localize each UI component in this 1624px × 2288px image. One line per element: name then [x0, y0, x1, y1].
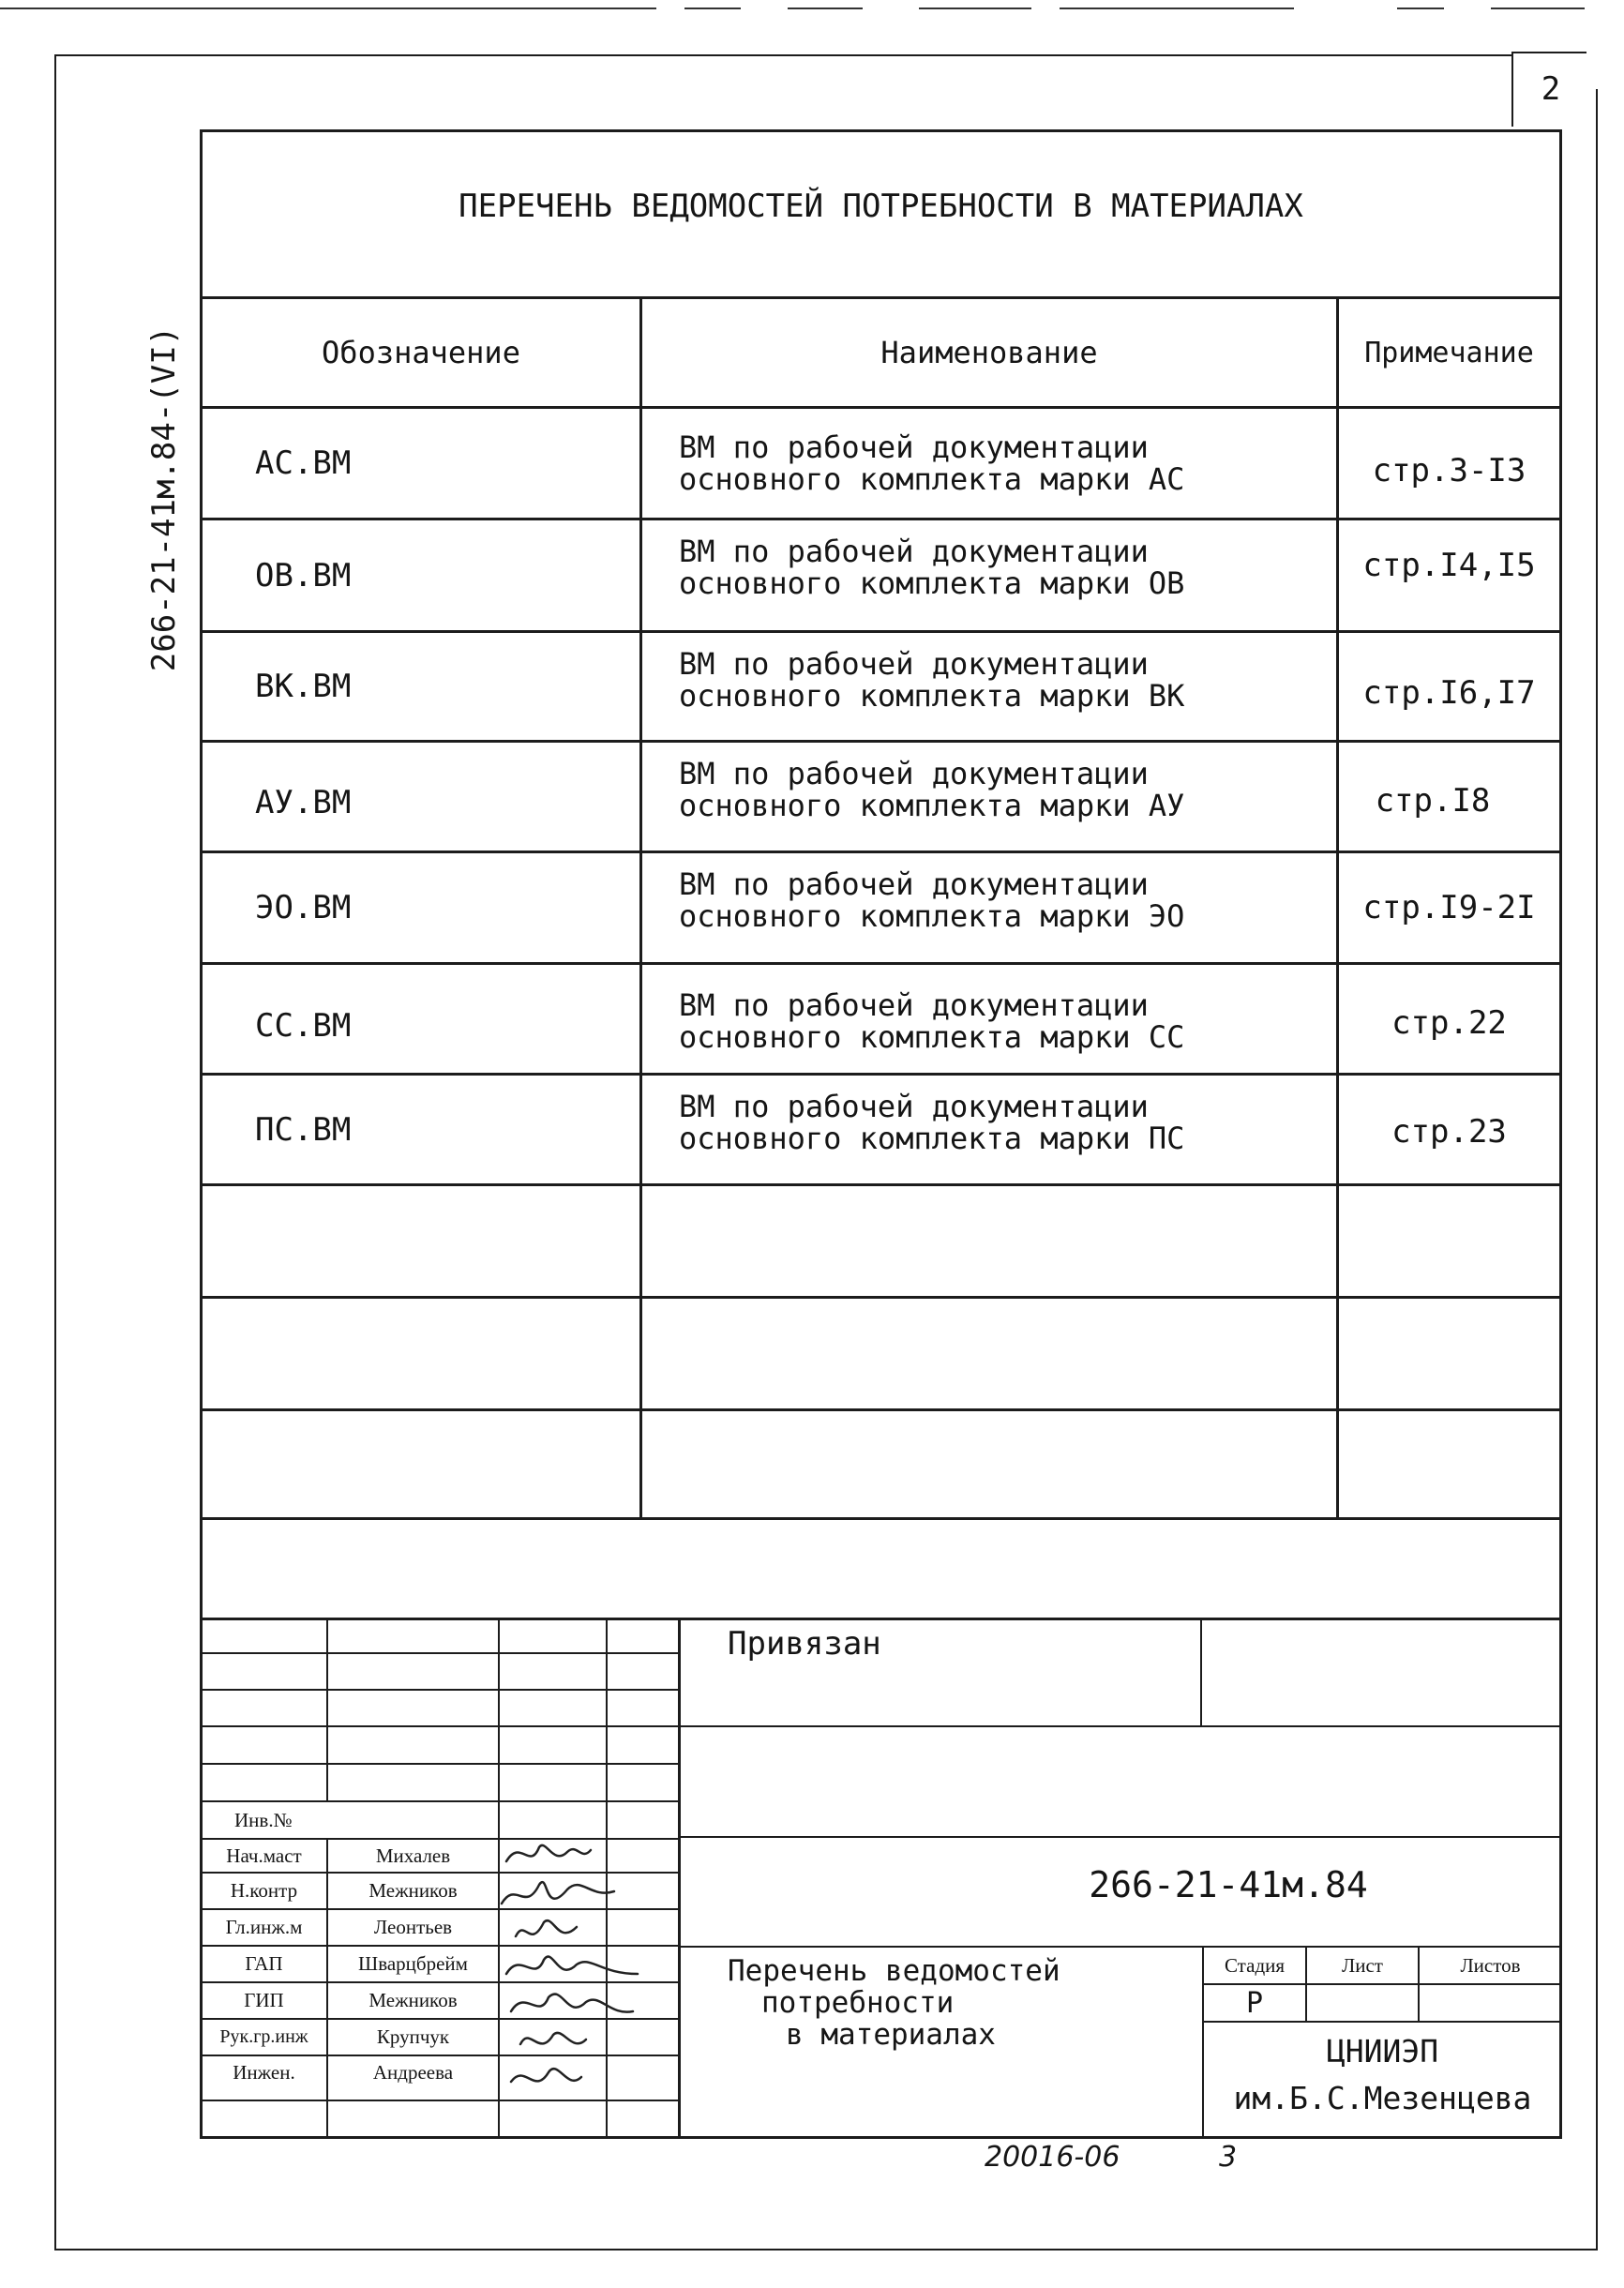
privyazan-label: Привязан [728, 1625, 881, 1663]
name-line: основного комплекта марки СС [679, 1019, 1185, 1055]
sheets-label: Листов [1460, 1953, 1521, 1977]
title-line: в материалах [786, 2018, 996, 2052]
table-row-note: стр.I4,I5 [1362, 547, 1536, 584]
name-line: ВМ по рабочей документации [679, 866, 1149, 902]
table-row-name [679, 1076, 1335, 1169]
person-name: Межников [368, 1879, 458, 1902]
table-row-name [679, 743, 1335, 836]
name-line: ВМ по рабочей документации [679, 1089, 1149, 1124]
inventory-label: Инв.№ [234, 1808, 293, 1831]
name-line: основного комплекта марки АС [679, 461, 1185, 497]
table-row-code: АС.ВМ [255, 444, 352, 482]
role-label: ГАП [245, 1952, 283, 1975]
header-designation: Обозначение [322, 335, 520, 370]
order-number: 20016-06 [985, 2140, 1120, 2174]
organization-name: ЦНИИЭП [1326, 2032, 1439, 2070]
table-row-note: стр.I8 [1375, 782, 1491, 820]
table-row-name [679, 965, 1335, 1077]
person-name: Михалев [375, 1844, 451, 1867]
role-label: Н.контр [230, 1879, 298, 1902]
table-row-note: стр.3-I3 [1372, 452, 1526, 489]
role-label: ГИП [244, 1989, 284, 2011]
name-line: ВМ по рабочей документации [679, 534, 1149, 569]
outer-border [54, 54, 1513, 56]
title-line: Перечень ведомостей [728, 1954, 1060, 1988]
person-name: Крупчук [376, 2025, 450, 2048]
name-line: ВМ по рабочей документации [679, 646, 1149, 682]
table-row-note: стр.I9-2I [1362, 889, 1536, 926]
table-row-note: стр.22 [1391, 1004, 1507, 1042]
role-label: Рук.гр.инж [219, 2026, 308, 2047]
role-label: Нач.маст [226, 1844, 302, 1867]
name-line: основного комплекта марки ВК [679, 678, 1185, 714]
name-line: ВМ по рабочей документации [679, 429, 1149, 465]
table-row-code: ПС.ВМ [255, 1110, 352, 1149]
role-label: Инжен. [233, 2060, 295, 2084]
role-label: Гл.инж.м [225, 1916, 303, 1938]
sheet-label: Лист [1342, 1953, 1383, 1977]
table-row-code: ВК.ВМ [255, 668, 352, 705]
name-line: основного комплекта марки АУ [679, 788, 1185, 823]
table-row-code: ОВ.ВМ [255, 556, 352, 595]
table-row-code: СС.ВМ [255, 1007, 352, 1045]
person-name: Андреева [372, 2060, 454, 2084]
stage-value: Р [1245, 1986, 1264, 2020]
name-line: основного комплекта марки ЭО [679, 898, 1185, 934]
table-row-name [679, 853, 1335, 947]
main-frame [200, 129, 1561, 132]
table-row-name [679, 633, 1335, 727]
stamp-document-code: 266-21-41м.84 [1089, 1864, 1368, 1905]
person-name: Межников [368, 1989, 458, 2011]
table-row-name [679, 409, 1335, 518]
copy-number: 3 [1219, 2140, 1238, 2174]
page-number: 2 [1541, 70, 1561, 108]
table-row-code: АУ.ВМ [255, 784, 352, 821]
sheet-title: ПЕРЕЧЕНЬ ВЕДОМОСТЕЙ ПОТРЕБНОСТИ В МАТЕРИАЛАХ [459, 188, 1303, 225]
header-name: Наименование [880, 335, 1098, 370]
name-line: ВМ по рабочей документации [679, 756, 1149, 791]
table-row-note: стр.I6,I7 [1362, 674, 1536, 712]
organization-subtitle: им.Б.С.Мезенцева [1233, 2079, 1532, 2116]
person-name: Леонтьев [373, 1916, 453, 1938]
table-row-name [679, 520, 1335, 614]
scan-mark [0, 8, 656, 9]
title-line: потребности [761, 1986, 955, 2020]
table-row-code: ЭО.ВМ [255, 889, 352, 926]
stamp-document-title [728, 1955, 1196, 2051]
name-line: основного комплекта марки ОВ [679, 565, 1185, 601]
person-name: Шварцбрейм [358, 1952, 468, 1975]
signatures-image [488, 1833, 647, 2115]
stage-label: Стадия [1224, 1953, 1286, 1977]
name-line: основного комплекта марки ПС [679, 1121, 1185, 1156]
table-row-note: стр.23 [1391, 1113, 1507, 1151]
header-note: Примечание [1364, 336, 1534, 369]
name-line: ВМ по рабочей документации [679, 987, 1149, 1023]
side-document-code: 266-21-41м.84-(VI) [145, 325, 183, 672]
